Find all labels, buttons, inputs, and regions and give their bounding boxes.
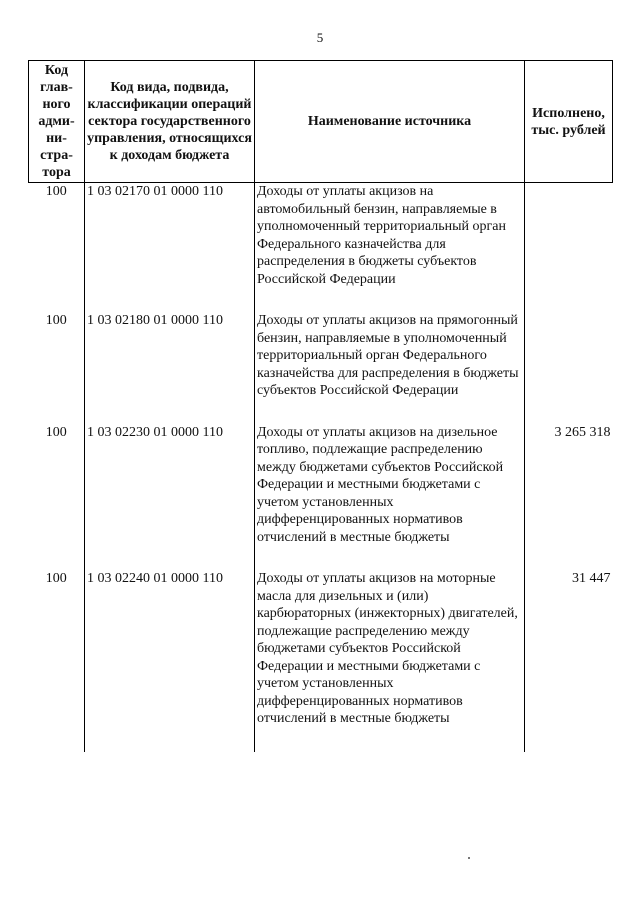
- amount-cell: [525, 312, 613, 424]
- scan-speck: [468, 857, 470, 859]
- admin-code-cell: 100: [29, 424, 85, 571]
- source-name-cell: Доходы от уплаты акцизов на моторные масла для дизельных и (или) карбюраторных (инжекторных) двигателей, подлежащие распределению между бюджетами субъектов Российской Федерации и местными бюджетами с учетом установленных дифференцированных нормативов отчислений в местные бюджеты: [255, 570, 525, 752]
- header-admin-code: Код глав-ного адми-ни-стра-тора: [29, 61, 85, 183]
- header-classification-code: Код вида, подвида, классификации операций сектора государственного управления, относящихся к доходам бюджета: [85, 61, 255, 183]
- header-source-name: Наименование источника: [255, 61, 525, 183]
- page-number: 5: [316, 30, 324, 45]
- header-executed: Исполнено, тыс. рублей: [525, 61, 613, 183]
- table-row: [29, 570, 613, 752]
- classification-code-cell: 1 03 02170 01 0000 110: [85, 183, 255, 313]
- classification-code-cell: 1 03 02180 01 0000 110: [85, 312, 255, 424]
- amount-cell: [525, 183, 613, 313]
- table-row: [29, 424, 613, 571]
- amount-cell: 31 447: [572, 571, 611, 586]
- table-header-row: [29, 61, 613, 183]
- revenue-table: [28, 60, 613, 752]
- source-name-cell: Доходы от уплаты акцизов на автомобильный бензин, направляемые в уполномоченный территориальный орган Федерального казначейства для распределения в бюджеты субъектов Российской Федерации: [255, 183, 525, 313]
- table-row: [29, 183, 613, 313]
- source-name-cell: Доходы от уплаты акцизов на прямогонный бензин, направляемые в уполномоченный территориальный орган Федерального казначейства для распределения в бюджеты субъектов Российской Федерации: [255, 312, 525, 424]
- classification-code-cell: 1 03 02240 01 0000 110: [85, 570, 255, 752]
- admin-code-cell: 100: [29, 183, 85, 313]
- source-name-cell: Доходы от уплаты акцизов на дизельное топливо, подлежащие распределению между бюджетами субъектов Российской Федерации и местными бюджетами с учетом установленных дифференцированных нормативов отчислений в местные бюджеты: [255, 424, 525, 571]
- amount-cell: 3 265 318: [554, 424, 611, 440]
- admin-code-cell: 100: [29, 312, 85, 424]
- table-row: [29, 312, 613, 424]
- classification-code-cell: 1 03 02230 01 0000 110: [85, 424, 255, 571]
- admin-code-cell: 100: [29, 570, 85, 752]
